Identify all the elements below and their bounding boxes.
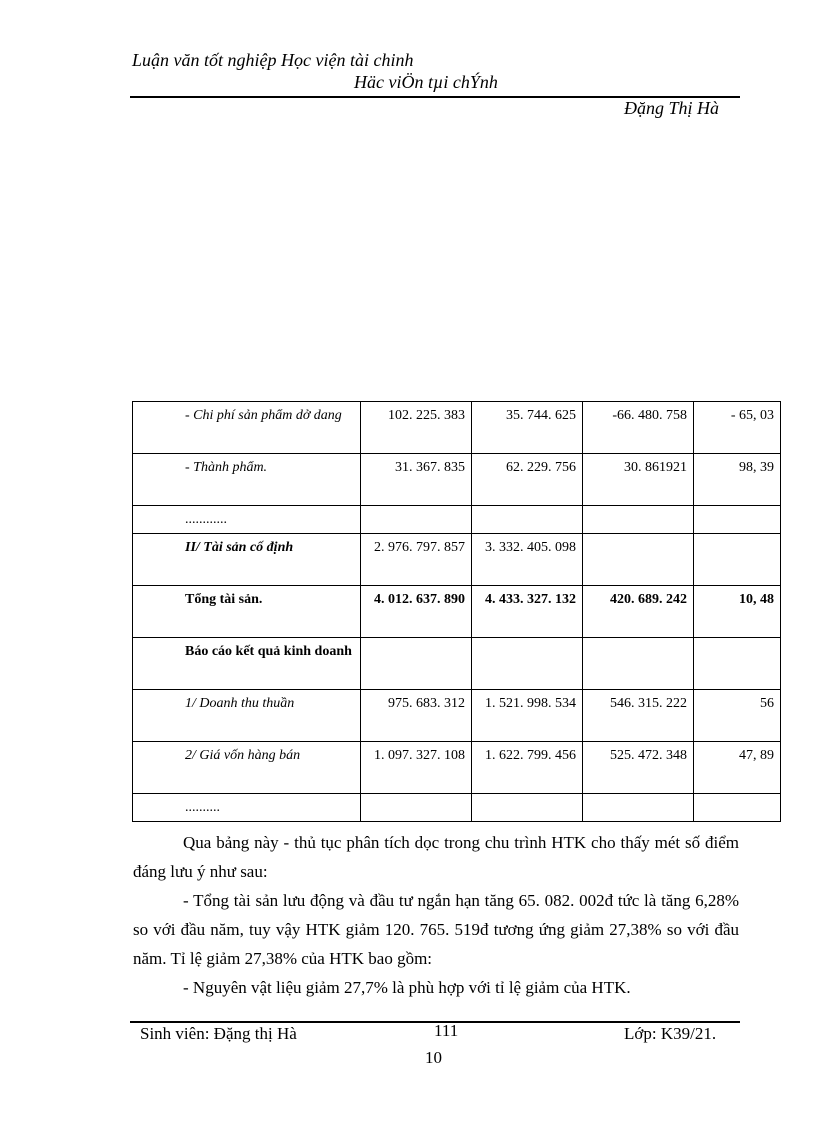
- footer-page-number-secondary: 10: [425, 1048, 442, 1067]
- cell-c4: 10, 48: [694, 586, 781, 638]
- cell-c1: [361, 506, 472, 534]
- financial-table-body: [133, 402, 781, 822]
- cell-c2: 35. 744. 625: [472, 402, 583, 454]
- cell-c1: 31. 367. 835: [361, 454, 472, 506]
- row-label: Báo cáo kết quả kinh doanh: [133, 638, 361, 690]
- cell-c4: 98, 39: [694, 454, 781, 506]
- cell-c1: 975. 683. 312: [361, 690, 472, 742]
- row-label: ..........: [133, 794, 361, 822]
- cell-c1: 1. 097. 327. 108: [361, 742, 472, 794]
- table-row: [133, 794, 781, 822]
- header-subtitle: Häc viÖn tµi chÝnh: [354, 72, 498, 92]
- table-row: [133, 534, 781, 586]
- cell-c4: 56: [694, 690, 781, 742]
- cell-c3: -66. 480. 758: [583, 402, 694, 454]
- cell-c2: [472, 794, 583, 822]
- cell-c2: [472, 638, 583, 690]
- row-label: 2/ Giá vốn hàng bán: [133, 742, 361, 794]
- row-label: - Thành phẩm.: [133, 454, 361, 506]
- row-label: II/ Tài sản cố định: [133, 534, 361, 586]
- cell-c3: [583, 534, 694, 586]
- cell-c2: 1. 521. 998. 534: [472, 690, 583, 742]
- cell-c4: [694, 506, 781, 534]
- cell-c2: 1. 622. 799. 456: [472, 742, 583, 794]
- table-row: [133, 402, 781, 454]
- footer-class: Lớp: K39/21.: [624, 1024, 717, 1043]
- body-text: [133, 828, 739, 1002]
- cell-c4: [694, 534, 781, 586]
- header-title: Luận văn tốt nghiệp Học viện tài chinh: [132, 50, 414, 70]
- row-label: 1/ Doanh thu thuần: [133, 690, 361, 742]
- financial-table: [132, 401, 781, 822]
- cell-c3: [583, 506, 694, 534]
- cell-c1: [361, 794, 472, 822]
- paragraph-3: - Nguyên vật liệu giảm 27,7% là phù hợp với tỉ lệ giảm của HTK.: [183, 978, 631, 997]
- cell-c2: [472, 506, 583, 534]
- footer-page-number: 111: [434, 1021, 459, 1040]
- cell-c2: 62. 229. 756: [472, 454, 583, 506]
- table-row: [133, 690, 781, 742]
- cell-c4: [694, 638, 781, 690]
- cell-c3: 420. 689. 242: [583, 586, 694, 638]
- paragraph-1: Qua bảng này - thủ tục phân tích dọc trong chu trình HTK cho thấy mét số điểm đáng lưu ý như sau:: [133, 833, 739, 881]
- cell-c2: 4. 433. 327. 132: [472, 586, 583, 638]
- paragraph-2: - Tổng tài sản lưu động và đầu tư ngắn hạn tăng 65. 082. 002đ tức là tăng 6,28% so với đầu năm, tuy vậy HTK giảm 120. 765. 519đ tương ứng giảm 27,38% so với đầu năm. Tỉ lệ giảm 27,38% của HTK bao gồm:: [133, 891, 739, 968]
- cell-c3: 546. 315. 222: [583, 690, 694, 742]
- cell-c1: 2. 976. 797. 857: [361, 534, 472, 586]
- header-author: Đặng Thị Hà: [624, 98, 720, 118]
- cell-c1: [361, 638, 472, 690]
- table-row: [133, 454, 781, 506]
- cell-c3: [583, 794, 694, 822]
- cell-c4: [694, 794, 781, 822]
- row-label: - Chi phí sản phẩm dở dang: [133, 402, 361, 454]
- footer-student: Sinh viên: Đặng thị Hà: [140, 1024, 297, 1043]
- table-row: [133, 586, 781, 638]
- cell-c3: 30. 861921: [583, 454, 694, 506]
- table-row: [133, 742, 781, 794]
- cell-c1: 4. 012. 637. 890: [361, 586, 472, 638]
- cell-c1: 102. 225. 383: [361, 402, 472, 454]
- cell-c3: 525. 472. 348: [583, 742, 694, 794]
- cell-c3: [583, 638, 694, 690]
- cell-c4: - 65, 03: [694, 402, 781, 454]
- cell-c2: 3. 332. 405. 098: [472, 534, 583, 586]
- row-label: ............: [133, 506, 361, 534]
- cell-c4: 47, 89: [694, 742, 781, 794]
- row-label: Tổng tài sản.: [133, 586, 361, 638]
- table-row: [133, 506, 781, 534]
- table-row: [133, 638, 781, 690]
